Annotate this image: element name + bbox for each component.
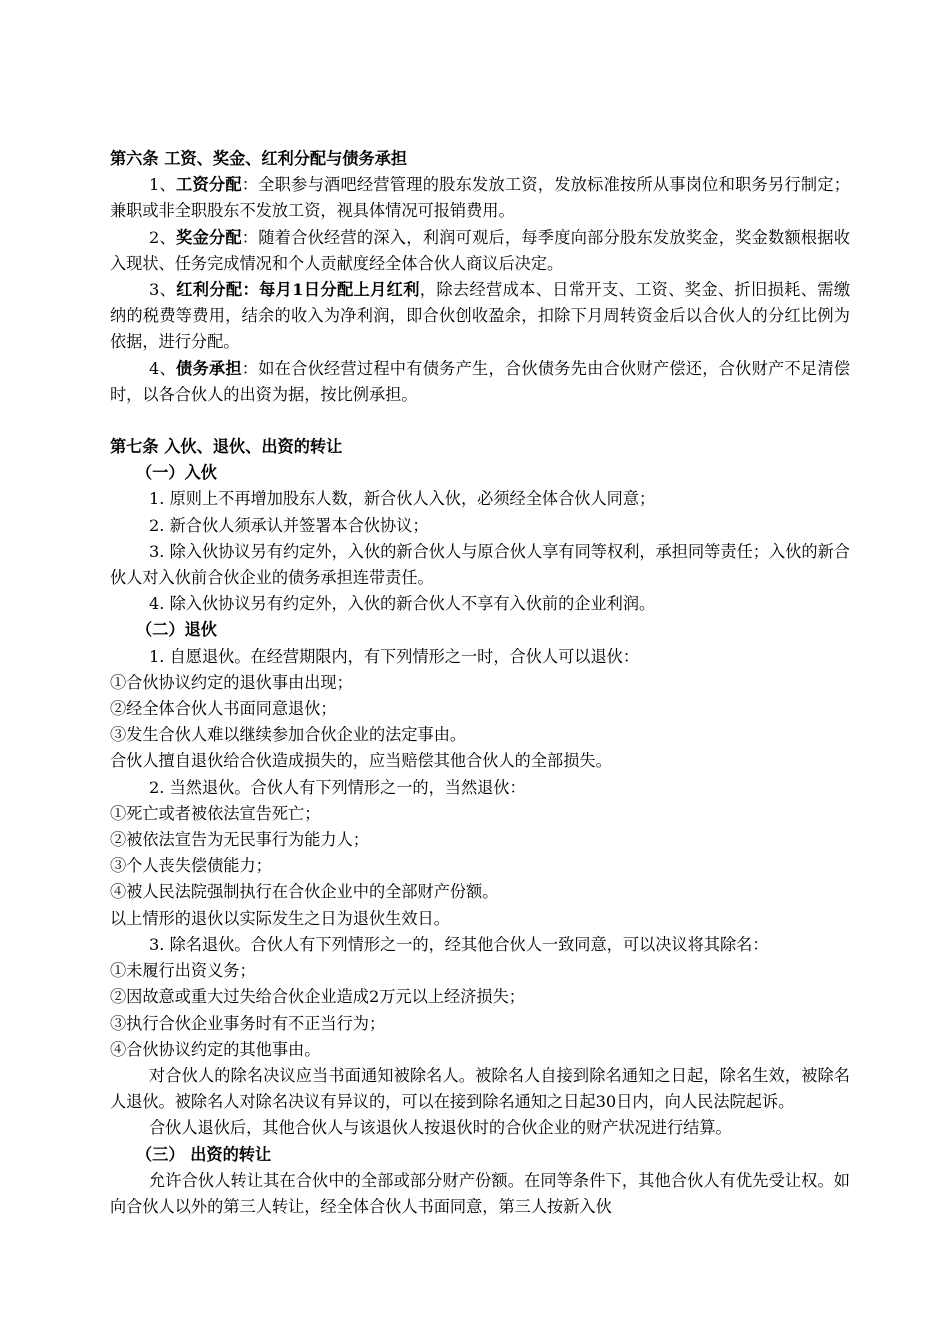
transfer-heading: （三） 出资的转让	[136, 1144, 272, 1164]
item-text: ，除去经营成本、日常开支、工资、奖金、折旧损耗、需缴纳的税费等费用，结余的收入为净利润，即合伙创收盈余，扣除下月周转资金后以合伙人的分红比例为依据，进行分配。	[110, 280, 851, 352]
paragraph-debt	[110, 356, 850, 408]
list-item: ②因故意或重大过失给合伙企业造成2万元以上经济损失；	[110, 987, 525, 1007]
join-item: 3. 除入伙协议另有约定外，入伙的新合伙人与原合伙人享有同等权利，承担同等责任；入伙的新合伙人对入伙前合伙企业的债务承担连带责任。	[110, 541, 850, 588]
join-heading: （一）入伙	[136, 463, 217, 483]
paragraph-bonus	[110, 225, 850, 277]
paragraph-wage	[110, 172, 850, 224]
article-6-title: 第六条 工资、奖金、红利分配与债务承担	[110, 149, 408, 168]
withdraw-natural-note: 以上情形的退伙以实际发生之日为退伙生效日。	[110, 908, 450, 928]
section-gap	[110, 408, 850, 434]
item-number: 3、	[149, 280, 177, 300]
withdraw-natural: 2. 当然退伙。合伙人有下列情形之一的，当然退伙：	[149, 777, 526, 797]
item-text: ：随着合伙经营的深入，利润可观后，每季度向部分股东发放奖金，奖金数额根据收入现状、任务完成情况和个人贡献度经全体合伙人商议后决定。	[110, 227, 850, 273]
article-7-title: 第七条 入伙、退伙、出资的转让	[110, 437, 343, 457]
list-item: ②经全体合伙人书面同意退伙；	[110, 699, 337, 719]
document-page	[110, 146, 850, 1220]
list-item: ①合伙协议约定的退伙事由出现；	[110, 672, 353, 692]
withdraw-expel: 3. 除名退伙。合伙人有下列情形之一的，经其他合伙人一致同意，可以决议将其除名：	[149, 934, 769, 954]
item-number: 1、	[149, 175, 177, 195]
list-item: ③执行合伙企业事务时有不正当行为；	[110, 1013, 386, 1033]
item-text: ：如在合伙经营过程中有债务产生，合伙债务先由合伙财产偿还，合伙财产不足清偿时，以各合伙人的出资为据，按比例承担。	[110, 358, 850, 404]
list-item: ②被依法宣告为无民事行为能力人；	[110, 830, 369, 850]
item-keyword-2: ：每月1日分配上月红利	[242, 280, 420, 300]
withdraw-heading: （二）退伙	[136, 620, 217, 640]
item-keyword: 工资分配	[176, 175, 242, 195]
item-number: 4、	[149, 358, 177, 378]
transfer-text: 允许合伙人转让其在合伙中的全部或部分财产份额。在同等条件下，其他合伙人有优先受让权。如向合伙人以外的第三人转让，经全体合伙人书面同意，第三人按新入伙	[110, 1170, 850, 1216]
list-item: ④被人民法院强制执行在合伙企业中的全部财产份额。	[110, 882, 499, 902]
withdraw-voluntary-note: 合伙人擅自退伙给合伙造成损失的，应当赔偿其他合伙人的全部损失。	[110, 751, 612, 771]
item-keyword: 奖金分配	[176, 227, 242, 247]
join-item: 4. 除入伙协议另有约定外，入伙的新合伙人不享有入伙前的企业利润。	[149, 594, 656, 614]
list-item: ④合伙协议约定的其他事由。	[110, 1039, 321, 1059]
item-number: 2、	[149, 227, 177, 247]
join-item: 1. 原则上不再增加股东人数，新合伙人入伙，必须经全体合伙人同意；	[149, 489, 656, 509]
list-item: ③发生合伙人难以继续参加合伙企业的法定事由。	[110, 725, 467, 745]
withdraw-settle-note: 合伙人退伙后，其他合伙人与该退伙人按退伙时的合伙企业的财产状况进行结算。	[149, 1118, 732, 1138]
paragraph-dividend	[110, 277, 850, 356]
withdraw-voluntary: 1. 自愿退伙。在经营期限内，有下列情形之一时，合伙人可以退伙：	[149, 646, 640, 666]
item-keyword: 红利分配	[176, 280, 243, 300]
join-item: 2. 新合伙人须承认并签署本合伙协议；	[149, 515, 429, 535]
list-item: ①死亡或者被依法宣告死亡；	[110, 803, 321, 823]
item-text: ：全职参与酒吧经营管理的股东发放工资，发放标准按所从事岗位和职务另行制定；兼职或非全职股东不发放工资，视具体情况可报销费用。	[110, 175, 850, 221]
list-item: ①未履行出资义务；	[110, 961, 256, 981]
item-keyword: 债务承担	[176, 358, 242, 378]
list-item: ③个人丧失偿债能力；	[110, 856, 272, 876]
withdraw-expel-note: 对合伙人的除名决议应当书面通知被除名人。被除名人自接到除名通知之日起，除名生效，被除名人退伙。被除名人对除名决议有异议的，可以在接到除名通知之日起30日内，向人民法院起诉。	[110, 1065, 850, 1112]
